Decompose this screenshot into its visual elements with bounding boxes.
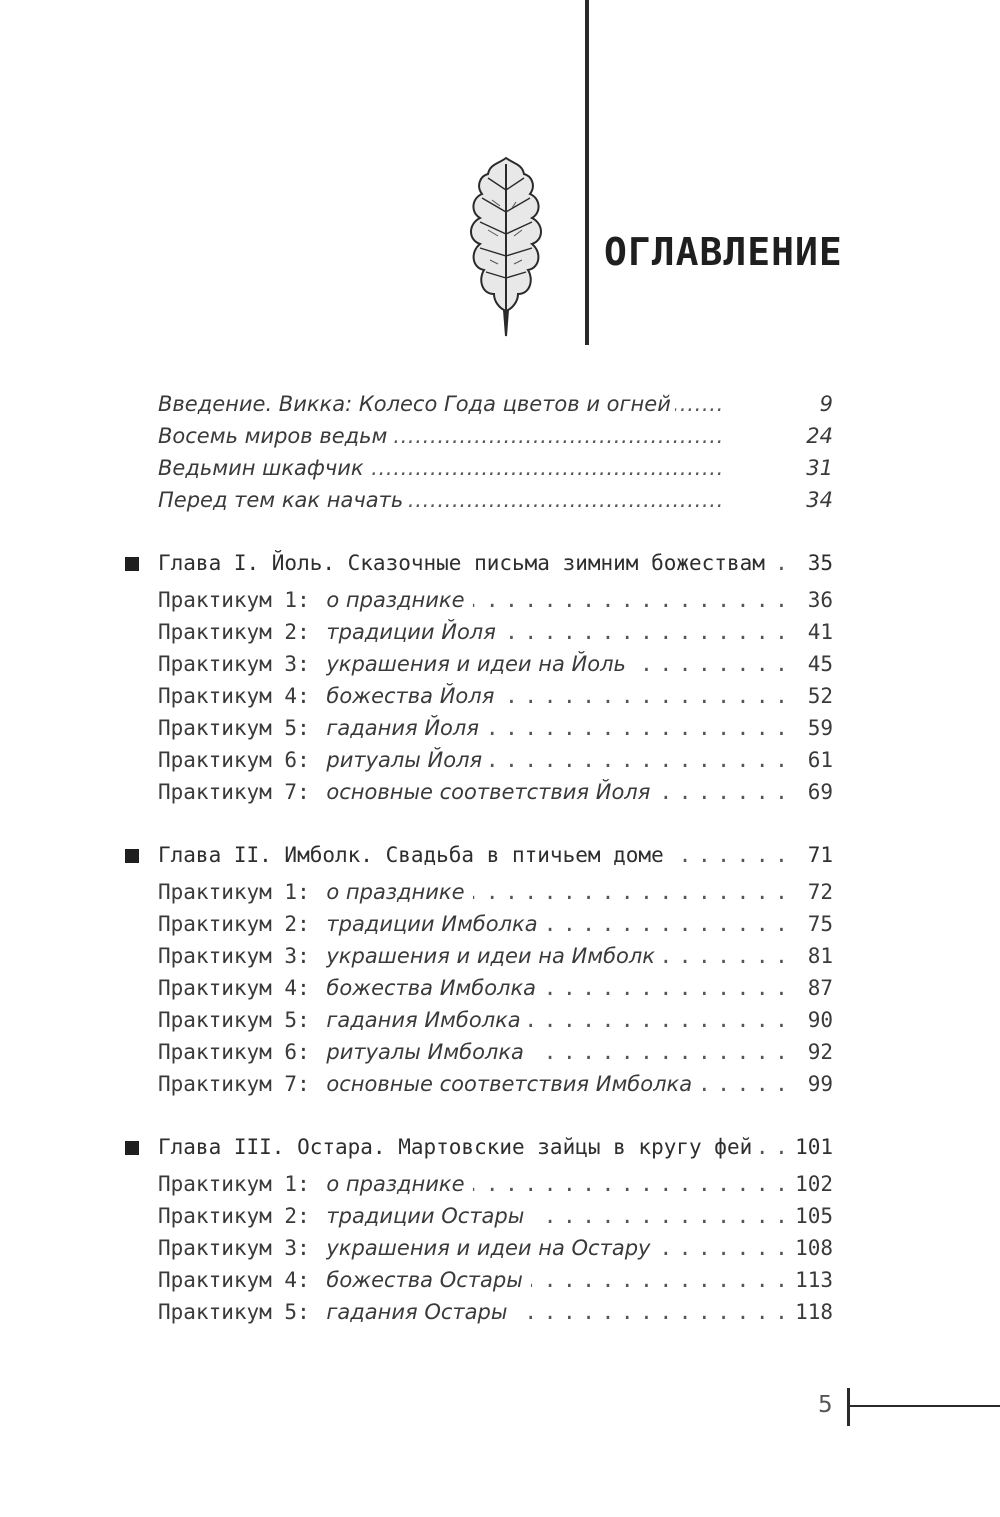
practicum-label: Практикум 5:	[158, 1008, 314, 1032]
header-vertical-rule	[585, 0, 589, 345]
practicum-label: Практикум 7:	[158, 780, 314, 804]
practicum-label: Практикум 5:	[158, 716, 314, 740]
practicum-title: гадания Остары	[326, 1300, 511, 1324]
toc-entry-page: 24	[806, 424, 833, 448]
oak-leaf-icon	[462, 150, 550, 340]
toc-entry-page: 31	[806, 456, 833, 480]
toc-entry-title: Введение. Викка: Колесо Года цветов и огней	[158, 392, 675, 416]
chapter-title: Глава II. Имболк. Свадьба в птичьем доме	[158, 843, 668, 867]
toc-row-intro[interactable]	[0, 452, 1000, 484]
practicum-title: традиции Остары	[326, 1204, 528, 1228]
practicum-label: Практикум 3:	[158, 944, 314, 968]
toc-practicum-row[interactable]	[0, 744, 1000, 776]
practicum-title: божества Йоля	[326, 684, 498, 708]
toc-practicum-row[interactable]	[0, 940, 1000, 972]
chapter-title: Глава III. Остара. Мартовские зайцы в кругу фей	[158, 1135, 756, 1159]
toc-practicum-row[interactable]	[0, 876, 1000, 908]
toc-practicum-row[interactable]	[0, 972, 1000, 1004]
chapter-bullet-icon	[125, 1141, 139, 1155]
toc-practicum-row[interactable]	[0, 584, 1000, 616]
toc-entry-title: Перед тем как начать	[158, 488, 407, 512]
practicum-label: Практикум 6:	[158, 1040, 314, 1064]
toc-row-intro[interactable]	[0, 388, 1000, 420]
toc-practicum-row[interactable]	[0, 680, 1000, 712]
practicum-title: основные соответствия Имболка	[326, 1072, 696, 1096]
toc-practicum-row[interactable]	[0, 776, 1000, 808]
practicum-title: божества Остары	[326, 1268, 526, 1292]
toc-practicum-row[interactable]	[0, 648, 1000, 680]
page-title: ОГЛАВЛЕНИЕ	[604, 230, 843, 274]
chapter-bullet-icon	[125, 849, 139, 863]
practicum-page: 69	[807, 780, 833, 804]
practicum-title: украшения и идеи на Йоль	[326, 652, 630, 676]
toc-chapter-row[interactable]	[0, 1130, 1000, 1164]
practicum-title: божества Имболка	[326, 976, 540, 1000]
practicum-page: 113	[795, 1268, 833, 1292]
practicum-label: Практикум 2:	[158, 1204, 314, 1228]
practicum-page: 99	[807, 1072, 833, 1096]
practicum-label: Практикум 7:	[158, 1072, 314, 1096]
practicum-page: 87	[807, 976, 833, 1000]
practicum-title: ритуалы Йоля	[326, 748, 486, 772]
practicum-label: Практикум 1:	[158, 880, 314, 904]
practicum-title: основные соответствия Йоля	[326, 780, 654, 804]
footer-vertical-rule	[847, 1388, 850, 1426]
practicum-label: Практикум 3:	[158, 1236, 314, 1260]
practicum-title: традиции Имболка	[326, 912, 541, 936]
practicum-page: 90	[807, 1008, 833, 1032]
practicum-label: Практикум 6:	[158, 748, 314, 772]
practicum-label: Практикум 4:	[158, 684, 314, 708]
practicum-page: 105	[795, 1204, 833, 1228]
toc-entry-title: Восемь миров ведьм	[158, 424, 391, 448]
toc-practicum-row[interactable]	[0, 1068, 1000, 1100]
footer-horizontal-rule	[849, 1405, 1000, 1407]
practicum-page: 118	[795, 1300, 833, 1324]
practicum-label: Практикум 1:	[158, 1172, 314, 1196]
practicum-title: о празднике	[326, 1172, 468, 1196]
toc-chapter-row[interactable]	[0, 838, 1000, 872]
toc-entry-page: 9	[819, 392, 833, 416]
toc-practicum-row[interactable]	[0, 1200, 1000, 1232]
toc-row-intro[interactable]	[0, 484, 1000, 516]
practicum-title: украшения и идеи на Остару	[326, 1236, 654, 1260]
practicum-title: украшения и идеи на Имболк	[326, 944, 659, 968]
practicum-label: Практикум 2:	[158, 912, 314, 936]
practicum-page: 92	[807, 1040, 833, 1064]
toc-practicum-row[interactable]	[0, 1232, 1000, 1264]
practicum-page: 45	[807, 652, 833, 676]
practicum-label: Практикум 2:	[158, 620, 314, 644]
practicum-label: Практикум 3:	[158, 652, 314, 676]
toc-chapter-row[interactable]	[0, 546, 1000, 580]
chapter-page: 101	[795, 1135, 833, 1159]
toc-practicum-row[interactable]	[0, 1168, 1000, 1200]
practicum-label: Практикум 5:	[158, 1300, 314, 1324]
practicum-page: 61	[807, 748, 833, 772]
toc-row-intro[interactable]	[0, 420, 1000, 452]
chapter-page: 35	[807, 551, 833, 575]
toc-entry-page: 34	[806, 488, 833, 512]
toc-practicum-row[interactable]	[0, 712, 1000, 744]
practicum-page: 41	[807, 620, 833, 644]
practicum-label: Практикум 1:	[158, 588, 314, 612]
practicum-title: традиции Йоля	[326, 620, 499, 644]
practicum-title: о празднике	[326, 880, 468, 904]
practicum-page: 52	[807, 684, 833, 708]
chapter-title: Глава I. Йоль. Сказочные письма зимним божествам	[158, 551, 769, 575]
practicum-title: гадания Йоля	[326, 716, 483, 740]
practicum-title: гадания Имболка	[326, 1008, 524, 1032]
practicum-title: о празднике	[326, 588, 468, 612]
practicum-label: Практикум 4:	[158, 1268, 314, 1292]
toc-practicum-row[interactable]	[0, 616, 1000, 648]
toc-entry-title: Ведьмин шкафчик	[158, 456, 368, 480]
practicum-title: ритуалы Имболка	[326, 1040, 528, 1064]
toc-practicum-row[interactable]	[0, 1036, 1000, 1068]
practicum-page: 36	[807, 588, 833, 612]
practicum-page: 72	[807, 880, 833, 904]
toc-practicum-row[interactable]	[0, 1004, 1000, 1036]
practicum-page: 81	[807, 944, 833, 968]
practicum-page: 102	[795, 1172, 833, 1196]
toc-practicum-row[interactable]	[0, 1296, 1000, 1328]
chapter-page: 71	[807, 843, 833, 867]
practicum-page: 75	[807, 912, 833, 936]
toc-practicum-row[interactable]	[0, 908, 1000, 940]
page-number: 5	[818, 1392, 833, 1418]
practicum-page: 59	[807, 716, 833, 740]
chapter-bullet-icon	[125, 557, 139, 571]
practicum-page: 108	[795, 1236, 833, 1260]
practicum-label: Практикум 4:	[158, 976, 314, 1000]
table-of-contents	[0, 388, 1000, 1328]
toc-practicum-row[interactable]	[0, 1264, 1000, 1296]
